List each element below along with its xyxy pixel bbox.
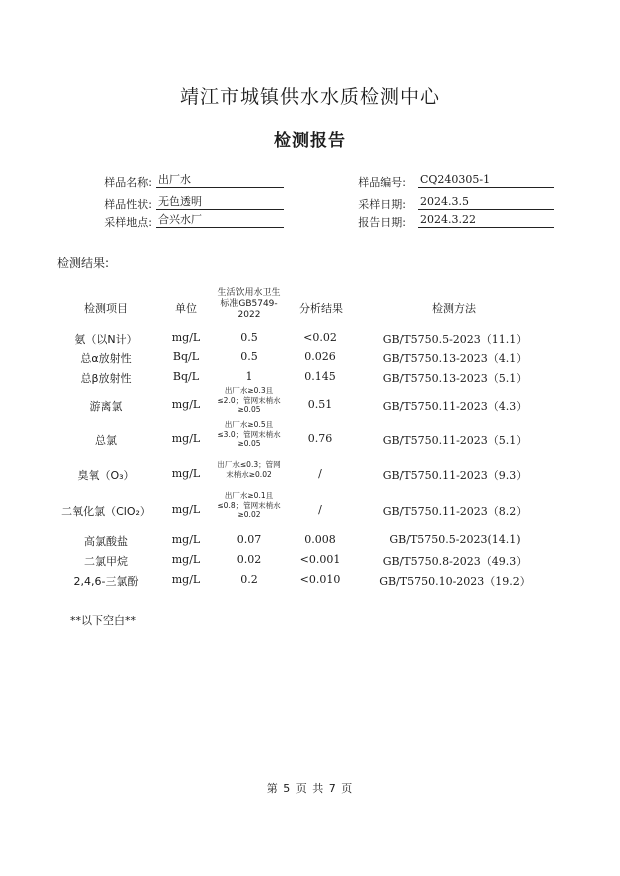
cell-item: 臭氧（O₃） — [77, 469, 135, 482]
cell-method: GB/T5750.11-2023（4.3） — [382, 400, 528, 413]
cell-method: GB/T5750.13-2023（5.1） — [382, 372, 528, 385]
cell-method: GB/T5750.10-2023（19.2） — [379, 575, 531, 588]
cell-standard: 1 — [245, 370, 253, 383]
sample-no-value: CQ240305-1 — [418, 173, 554, 188]
cell-item: 总α放射性 — [80, 352, 132, 365]
cell-item: 2,4,6-三氯酚 — [73, 575, 139, 588]
report-date-value: 2024.3.22 — [418, 213, 554, 228]
cell-unit: mg/L — [171, 573, 201, 586]
cell-result: 0.145 — [304, 370, 336, 383]
cell-standard: 出厂水≤0.3；管网末梢水≥0.02 — [217, 460, 281, 479]
cell-standard: 0.07 — [236, 533, 262, 546]
sample-state-value: 无色透明 — [156, 195, 284, 210]
cell-result: 0.51 — [307, 398, 333, 411]
cell-method: GB/T5750.11-2023（9.3） — [382, 469, 528, 482]
cell-result: 0.008 — [304, 533, 336, 546]
cell-method: GB/T5750.8-2023（49.3） — [382, 555, 528, 568]
cell-unit: Bq/L — [172, 350, 200, 363]
cell-unit: mg/L — [171, 503, 201, 516]
cell-standard: 0.5 — [240, 331, 258, 344]
sample-no-label: 样品编号: — [358, 176, 406, 189]
sample-state-label: 样品性状: — [104, 198, 152, 211]
sampling-date-value: 2024.3.5 — [418, 195, 554, 210]
cell-method: GB/T5750.5-2023（11.1） — [382, 333, 528, 346]
cell-unit: mg/L — [171, 533, 201, 546]
cell-item: 二氧化氯（ClO₂） — [61, 505, 151, 518]
cell-unit: mg/L — [171, 553, 201, 566]
header-result: 分析结果 — [299, 302, 343, 315]
cell-result: 0.76 — [307, 432, 333, 445]
results-label: 检测结果: — [57, 256, 110, 270]
cell-result: <0.010 — [299, 573, 341, 586]
sampling-date-label: 采样日期: — [358, 198, 406, 211]
cell-standard: 0.02 — [236, 553, 262, 566]
sampling-site-value: 合兴水厂 — [156, 213, 284, 228]
cell-method: GB/T5750.11-2023（5.1） — [382, 434, 528, 447]
header-unit: 单位 — [175, 302, 197, 315]
cell-method: GB/T5750.5-2023(14.1) — [389, 533, 521, 546]
blank-note: **以下空白** — [70, 614, 136, 627]
cell-result: / — [318, 503, 322, 516]
cell-unit: mg/L — [171, 331, 201, 344]
cell-method: GB/T5750.13-2023（4.1） — [382, 352, 528, 365]
cell-unit: mg/L — [171, 398, 201, 411]
cell-item: 二氯甲烷 — [84, 555, 128, 568]
cell-standard: 出厂水≥0.1且≤0.8；管网末梢水≥0.02 — [217, 491, 281, 519]
report-title: 检测报告 — [274, 131, 346, 151]
sampling-site-label: 采样地点: — [104, 216, 152, 229]
cell-result: <0.001 — [299, 553, 341, 566]
cell-unit: mg/L — [171, 432, 201, 445]
org-title: 靖江市城镇供水水质检测中心 — [179, 86, 440, 108]
cell-unit: mg/L — [171, 467, 201, 480]
cell-method: GB/T5750.11-2023（8.2） — [382, 505, 528, 518]
cell-standard: 0.2 — [240, 573, 258, 586]
cell-unit: Bq/L — [172, 370, 200, 383]
page-footer: 第 5 页 共 7 页 — [266, 782, 354, 795]
cell-item: 高氯酸盐 — [84, 535, 128, 548]
cell-item: 总氯 — [95, 434, 117, 447]
cell-item: 总β放射性 — [80, 372, 132, 385]
header-method: 检测方法 — [432, 302, 476, 315]
sample-name-value: 出厂水 — [156, 173, 284, 188]
report-date-label: 报告日期: — [358, 216, 406, 229]
cell-result: 0.026 — [304, 350, 336, 363]
cell-standard: 0.5 — [240, 350, 258, 363]
sample-name-label: 样品名称: — [104, 176, 152, 189]
cell-item: 游离氯 — [89, 400, 123, 413]
header-standard: 生活饮用水卫生标准GB5749-2022 — [217, 288, 281, 320]
cell-result: <0.02 — [303, 331, 337, 344]
cell-standard: 出厂水≥0.3且≤2.0；管网末梢水≥0.05 — [217, 386, 281, 414]
header-item: 检测项目 — [84, 302, 128, 315]
cell-result: / — [318, 467, 322, 480]
cell-item: 氨（以N计） — [74, 333, 138, 346]
cell-standard: 出厂水≥0.5且≤3.0；管网末梢水≥0.05 — [217, 420, 281, 448]
